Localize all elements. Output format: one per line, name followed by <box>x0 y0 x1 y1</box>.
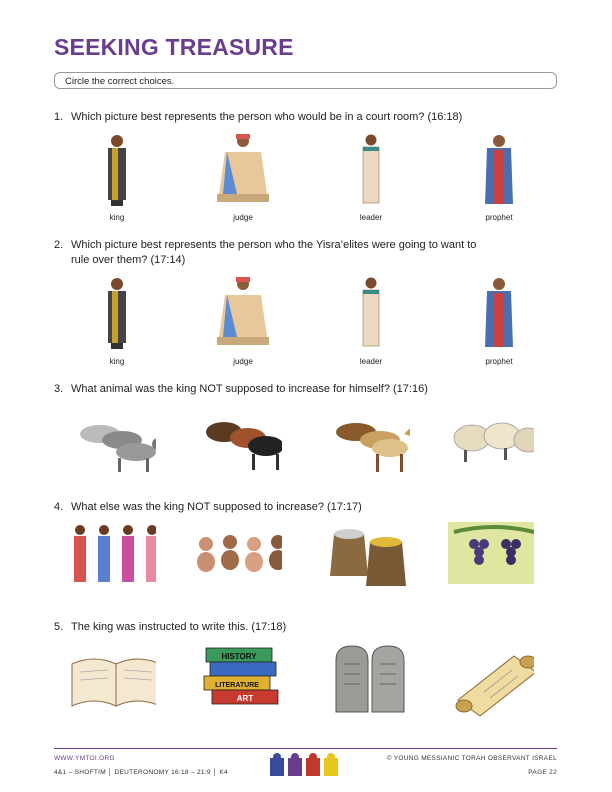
donkeys-image[interactable] <box>66 404 156 474</box>
king-figure[interactable] <box>72 275 162 353</box>
judge-figure[interactable] <box>198 275 288 353</box>
scroll-image[interactable] <box>444 640 534 718</box>
footer-site-link[interactable]: WWW.YMTOI.ORG <box>54 755 115 762</box>
question-text: What else was the king NOT supposed to increase? (17:17) <box>71 501 362 513</box>
leader-figure[interactable] <box>326 275 416 353</box>
question-5: 5. The king was instructed to write this. (17:18) <box>54 621 287 633</box>
wives-image[interactable] <box>66 522 156 588</box>
question-3-options <box>62 404 562 484</box>
footer-divider <box>54 748 557 749</box>
question-1-options <box>62 132 562 222</box>
question-4-options <box>62 522 562 602</box>
prophet-figure[interactable] <box>454 132 544 210</box>
open-book-image[interactable] <box>66 640 156 718</box>
caption-prophet: prophet <box>485 357 513 366</box>
question-1: 1. Which picture best represents the person who would be in a court room? (16:18) <box>54 111 463 123</box>
caption-king: king <box>109 213 125 222</box>
caption-judge: judge <box>233 213 253 222</box>
footer-copyright: © YOUNG MESSIANIC TORAH OBSERVANT ISRAEL <box>386 755 557 762</box>
question-2-options <box>62 275 562 366</box>
caption-king: king <box>109 357 125 366</box>
caption-leader: leader <box>359 357 383 366</box>
question-text: What animal was the king NOT supposed to increase for himself? (17:16) <box>71 383 428 395</box>
question-text: Which picture best represents the person who would be in a court room? (16:18) <box>71 111 463 123</box>
prophet-figure[interactable] <box>454 275 544 353</box>
leader-figure[interactable] <box>326 132 416 210</box>
horses-image[interactable] <box>320 404 410 474</box>
book-label-literature: LITERATURE <box>215 682 259 689</box>
question-4: 4. What else was the king NOT supposed to increase? (17:17) <box>54 501 362 513</box>
question-3: 3. What animal was the king NOT supposed to increase for himself? (17:16) <box>54 383 428 395</box>
question-text-line2: rule over them? (17:14) <box>71 254 186 266</box>
grapes-image[interactable] <box>444 522 534 588</box>
logo-icon <box>268 752 348 778</box>
cattle-image[interactable] <box>192 404 282 474</box>
judge-figure[interactable] <box>198 132 288 210</box>
instruction-box: Circle the correct choices. <box>54 72 557 89</box>
caption-leader: leader <box>359 213 383 222</box>
king-figure[interactable] <box>72 132 162 210</box>
question-5-options <box>62 640 562 720</box>
gold-silver-sacks-image[interactable] <box>320 522 410 588</box>
question-2: 2. Which picture best represents the person who the Yisra’elites were going to want to rule over them? (17:14) <box>54 239 477 266</box>
caption-prophet: prophet <box>485 213 513 222</box>
page-number: PAGE 22 <box>528 769 557 776</box>
footer-left-info: 4&1 – SHOFTIM │ DEUTERONOMY 16:18 – 21:9 │ K4 <box>54 769 228 776</box>
page-title: SEEKING TREASURE <box>54 34 294 60</box>
book-label-art: ART <box>236 694 254 703</box>
question-text-line1: Which picture best represents the person who the Yisra’elites were going to want to <box>71 239 477 251</box>
babies-image[interactable] <box>192 522 282 588</box>
book-label-history: HISTORY <box>221 652 257 661</box>
sheep-image[interactable] <box>444 404 534 474</box>
stone-tablets-image[interactable] <box>320 640 410 718</box>
book-stack-image[interactable] <box>192 640 282 718</box>
caption-judge: judge <box>233 357 253 366</box>
question-text: The king was instructed to write this. (17:18) <box>71 621 287 633</box>
